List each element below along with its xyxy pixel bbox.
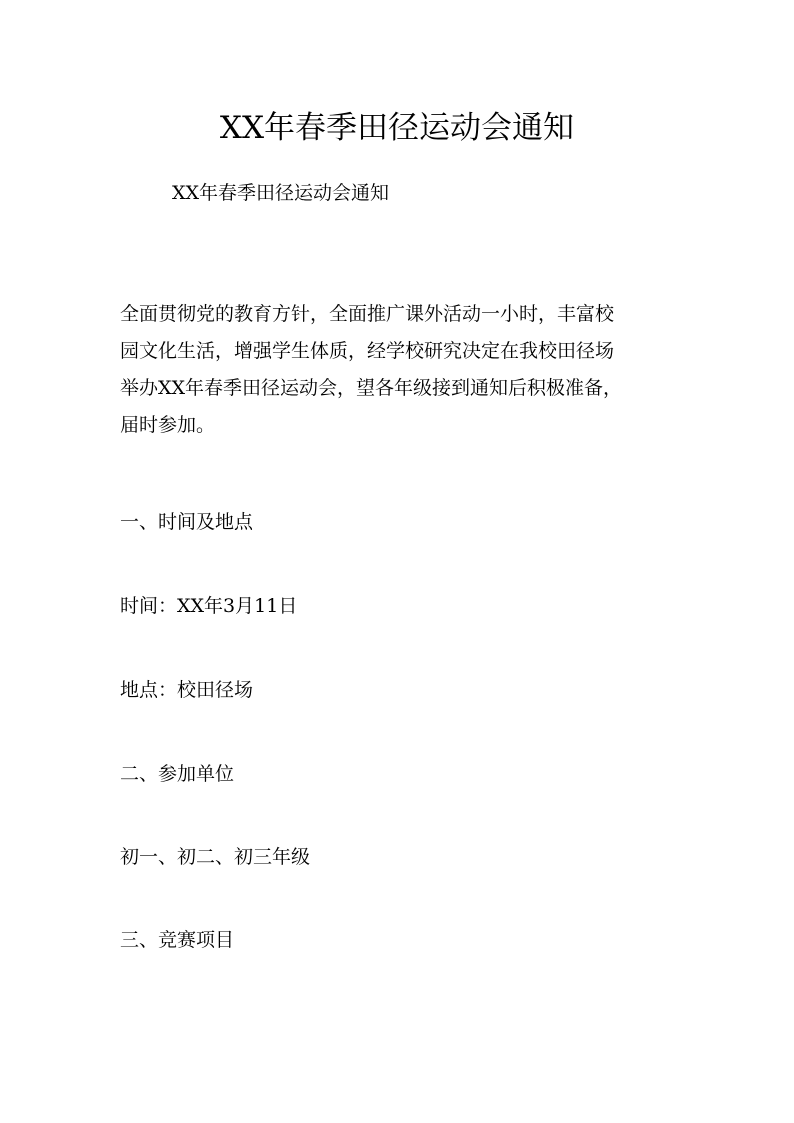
document-subtitle: XX年春季田径运动会通知	[172, 182, 390, 204]
intro-paragraph	[120, 296, 700, 444]
intro-line: 举办XX年春季田径运动会，望各年级接到通知后积极准备，	[120, 377, 623, 399]
place-line: 地点：校田径场	[120, 679, 254, 701]
intro-line: 全面贯彻党的教育方针，全面推广课外活动一小时，丰富校	[120, 303, 615, 325]
intro-line: 届时参加。	[120, 414, 216, 436]
section-heading-events: 三、竞赛项目	[120, 929, 235, 951]
intro-line: 园文化生活，增强学生体质，经学校研究决定在我校田径场	[120, 340, 615, 362]
document-title: XX年春季田径运动会通知	[219, 110, 575, 146]
participating-units-line: 初一、初二、初三年级	[120, 846, 311, 868]
time-line: 时间：XX年3月11日	[120, 595, 298, 617]
section-heading-time-place: 一、时间及地点	[120, 511, 254, 533]
section-heading-participants: 二、参加单位	[120, 763, 235, 785]
